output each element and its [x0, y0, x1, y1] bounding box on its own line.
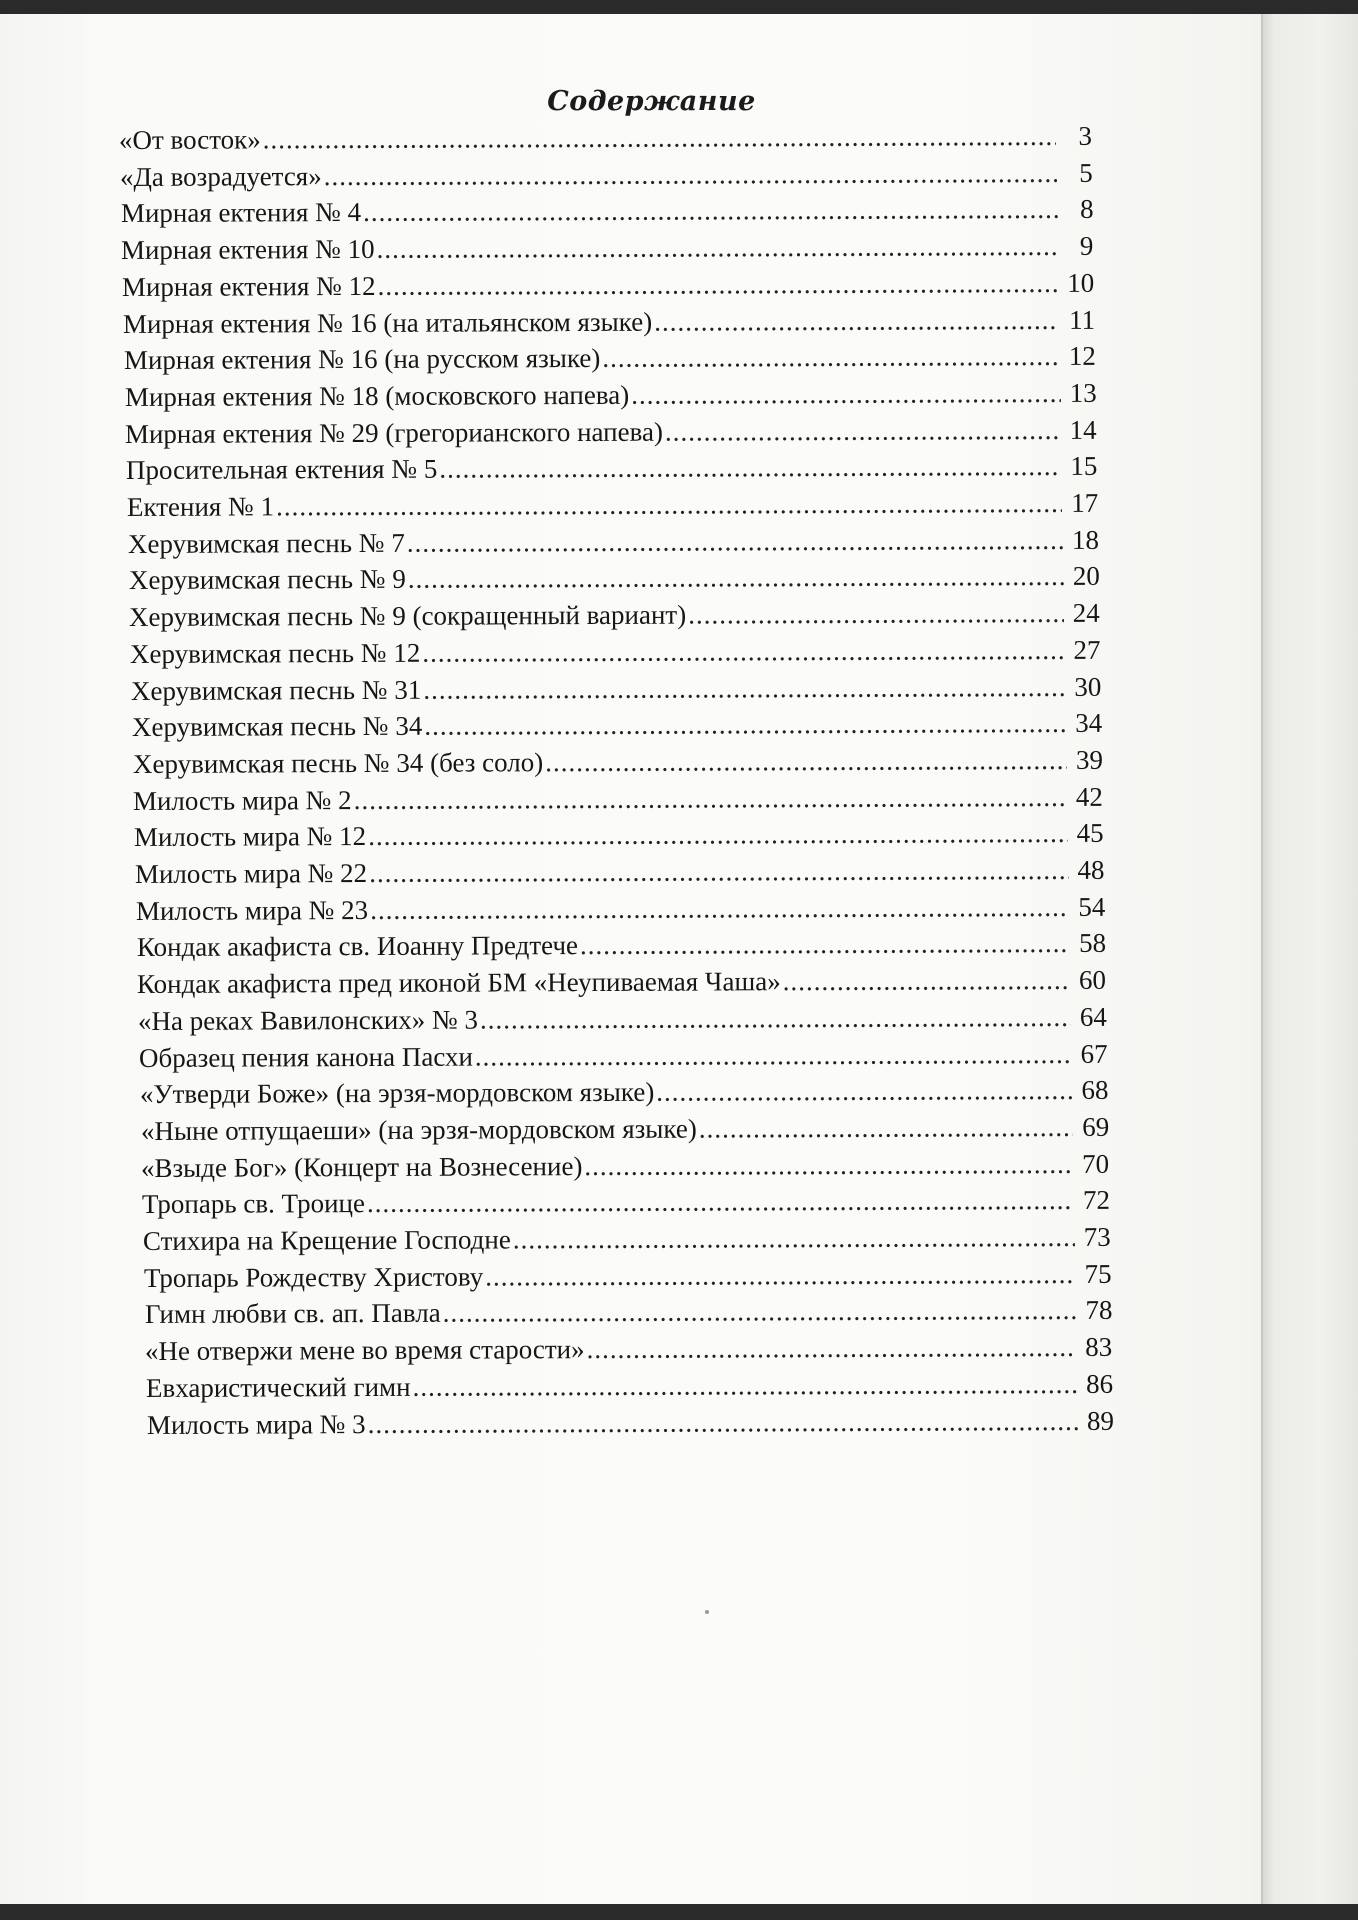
toc-entry	[124, 378, 1096, 416]
toc-entry	[137, 965, 1106, 1003]
toc-entry-page-number: 30	[1074, 671, 1102, 702]
toc-entry-title: Милость мира № 2	[133, 784, 353, 816]
toc-entry-title: Гимн любви св. ап. Павла	[144, 1298, 441, 1330]
toc-entry	[124, 341, 1096, 379]
toc-entry	[140, 1075, 1109, 1113]
toc-entry-title: Мирная ектения № 12	[122, 270, 376, 302]
toc-entry	[140, 1112, 1108, 1150]
toc-entry-page-number: 17	[1071, 487, 1099, 518]
toc-leader-dots	[580, 928, 1070, 961]
toc-leader-dots	[423, 671, 1065, 705]
toc-entry-title: «Да возрадуется»	[119, 160, 322, 192]
toc-entry-page-number: 83	[1085, 1331, 1113, 1362]
toc-entry-title: «Взыде Бог» (Концерт на Вознесение)	[141, 1150, 583, 1183]
toc-leader-dots	[585, 1149, 1074, 1182]
toc-entry	[146, 1369, 1113, 1407]
toc-leader-dots	[485, 1259, 1076, 1293]
toc-entry	[136, 928, 1105, 966]
toc-entry-page-number: 39	[1075, 744, 1103, 775]
toc-entry	[120, 194, 1093, 232]
toc-entry-page-number: 60	[1079, 964, 1107, 995]
toc-entry	[138, 1002, 1107, 1040]
toc-leader-dots	[369, 855, 1068, 889]
toc-leader-dots	[368, 818, 1068, 852]
toc-entry-title: Мирная ектения № 18 (московского напева)	[124, 379, 629, 412]
toc-entry-title: «От восток»	[118, 124, 261, 156]
toc-entry-page-number: 64	[1079, 1001, 1108, 1032]
toc-entry	[130, 635, 1101, 673]
toc-leader-dots	[475, 1038, 1072, 1072]
toc-entry-title: «Не отвержи мене во время старости»	[145, 1334, 586, 1367]
toc-entry	[139, 1038, 1108, 1076]
toc-leader-dots	[407, 525, 1063, 559]
toc-entry	[121, 231, 1094, 269]
toc-entry-title: Херувимская песнь № 7	[127, 527, 405, 559]
toc-entry-page-number: 58	[1078, 928, 1106, 959]
toc-entry-title: Стихира на Крещение Господне	[142, 1224, 511, 1256]
toc-entry-title: Мирная ектения № 4	[120, 197, 361, 229]
toc-entry-page-number: 69	[1081, 1111, 1109, 1142]
toc-entry-page-number: 14	[1069, 414, 1097, 445]
page-title: Содержание	[547, 86, 756, 117]
toc-entry-title: Милость мира № 23	[135, 894, 369, 926]
toc-entry-page-number: 75	[1084, 1258, 1112, 1289]
toc-entry	[131, 671, 1102, 709]
toc-leader-dots	[689, 598, 1065, 631]
toc-entry	[147, 1405, 1114, 1443]
toc-entry-page-number: 70	[1082, 1148, 1110, 1179]
toc-entry	[128, 524, 1099, 562]
toc-entry-page-number: 13	[1069, 377, 1097, 408]
toc-entry-title: Тропарь св. Троице	[142, 1188, 366, 1220]
toc-leader-dots	[424, 708, 1066, 742]
toc-entry-title: Милость мира № 3	[146, 1408, 366, 1440]
toc-leader-dots	[422, 635, 1064, 669]
toc-leader-dots	[602, 341, 1060, 374]
page-speck	[705, 1610, 709, 1614]
toc-leader-dots	[263, 121, 1056, 155]
toc-entry-title: Кондак акафиста св. Иоанну Предтече	[136, 930, 578, 963]
toc-entry	[145, 1332, 1112, 1370]
toc-entry-page-number: 48	[1077, 854, 1105, 885]
toc-leader-dots	[513, 1222, 1075, 1255]
toc-entry-title: Херувимская песнь № 34	[131, 710, 423, 743]
toc-entry-title: Херувимская песнь № 34 (без соло)	[132, 747, 543, 779]
toc-entry-page-number: 8	[1079, 194, 1094, 225]
toc-entry-title: Мирная ектения № 29 (грегорианского напева)	[125, 416, 664, 449]
toc-entry-page-number: 67	[1080, 1038, 1108, 1069]
toc-entry-page-number: 3	[1078, 120, 1092, 151]
toc-leader-dots	[442, 1295, 1076, 1329]
toc-entry-page-number: 20	[1072, 561, 1100, 592]
toc-entry	[132, 708, 1102, 746]
toc-entry-title: «На реках Вавилонских» № 3	[138, 1004, 479, 1036]
toc-leader-dots	[323, 158, 1056, 192]
toc-entry	[123, 304, 1095, 342]
toc-leader-dots	[367, 1185, 1074, 1219]
toc-leader-dots	[654, 304, 1059, 337]
toc-entry-title: Мирная ектения № 16 (на русском языке)	[123, 343, 601, 376]
toc-entry-title: Кондак акафиста пред иконой БМ «Неупиваемая Чаша»	[137, 966, 782, 1000]
toc-entry-title: Херувимская песнь № 9 (сокращенный вариант)	[129, 599, 687, 633]
toc-entry	[136, 891, 1106, 929]
toc-entry	[122, 268, 1094, 306]
toc-entry-page-number: 72	[1083, 1185, 1111, 1216]
toc-entry	[133, 781, 1103, 819]
toc-leader-dots	[354, 782, 1067, 816]
toc-leader-dots	[368, 1405, 1078, 1439]
toc-entry-page-number: 45	[1076, 818, 1104, 849]
toc-entry	[128, 561, 1099, 599]
toc-entry-title: Милость мира № 12	[134, 821, 367, 853]
toc-entry	[120, 157, 1093, 195]
toc-entry	[144, 1258, 1112, 1296]
toc-entry-page-number: 12	[1068, 340, 1096, 372]
toc-entry	[129, 598, 1100, 636]
toc-leader-dots	[370, 892, 1069, 926]
toc-entry-title: Милость мира № 22	[134, 857, 368, 890]
toc-entry-page-number: 89	[1086, 1405, 1114, 1436]
toc-entry-title: Мирная ектения № 16 (на итальянском языке)	[122, 306, 653, 339]
toc-entry-page-number: 86	[1086, 1368, 1114, 1399]
toc-entry	[141, 1148, 1109, 1186]
toc-entry-page-number: 42	[1076, 781, 1104, 812]
toc-entry	[142, 1185, 1110, 1223]
toc-entry-page-number: 24	[1072, 597, 1101, 628]
toc-entry-page-number: 18	[1071, 524, 1099, 555]
toc-leader-dots	[407, 561, 1063, 595]
toc-entry-title: Херувимская песнь № 9	[128, 564, 406, 596]
toc-entry-title: Херувимская песнь № 12	[130, 637, 421, 669]
toc-entry	[134, 818, 1104, 856]
toc-entry-page-number: 34	[1074, 707, 1103, 739]
toc-leader-dots	[439, 451, 1061, 485]
toc-entry-title: Ектения № 1	[126, 491, 275, 523]
toc-entry-page-number: 68	[1081, 1074, 1109, 1106]
toc-leader-dots	[631, 378, 1061, 411]
toc-leader-dots	[378, 268, 1059, 302]
toc-leader-dots	[480, 1002, 1071, 1036]
toc-entry-page-number: 10	[1067, 267, 1095, 298]
toc-entry	[144, 1295, 1112, 1333]
toc-entry-title: Образец пения канона Пасхи	[138, 1041, 473, 1073]
toc-leader-dots	[413, 1369, 1078, 1403]
toc-leader-dots	[587, 1332, 1077, 1365]
toc-entry-page-number: 54	[1078, 891, 1106, 922]
toc-entry-page-number: 5	[1078, 157, 1093, 188]
toc-entry	[126, 451, 1098, 489]
toc-entry	[132, 745, 1102, 783]
toc-leader-dots	[276, 488, 1062, 522]
toc-entry-page-number: 9	[1080, 230, 1094, 261]
toc-entry-title: Просительная ектения № 5	[126, 453, 438, 486]
toc-entry-title: Евхаристический гимн	[146, 1371, 411, 1403]
toc-entry-title: Херувимская песнь № 31	[130, 674, 422, 706]
toc-leader-dots	[377, 231, 1058, 265]
toc-entry	[135, 855, 1105, 893]
toc-entry	[127, 488, 1098, 526]
toc-leader-dots	[698, 1112, 1073, 1145]
toc-entry-page-number: 15	[1070, 451, 1098, 482]
toc-entry-page-number: 27	[1073, 634, 1101, 665]
toc-entry-title: Мирная ектения № 10	[121, 233, 376, 266]
toc-entry-title: Тропарь Рождеству Христову	[143, 1261, 484, 1293]
toc-entry-page-number: 73	[1083, 1221, 1111, 1252]
toc-leader-dots	[363, 194, 1058, 228]
toc-leader-dots	[656, 1075, 1072, 1108]
toc-entry-title: «Ныне отпущаеши» (на эрзя-мордовском языке)	[140, 1113, 697, 1146]
toc-entry	[119, 121, 1092, 159]
toc-entry-title: «Утверди Боже» (на эрзя-мордовском языке)	[139, 1076, 655, 1110]
toc-entry	[143, 1222, 1111, 1260]
toc-entry-page-number: 78	[1084, 1295, 1113, 1326]
toc-leader-dots	[665, 415, 1061, 448]
toc-entry	[125, 414, 1097, 452]
toc-leader-dots	[545, 745, 1067, 778]
toc-leader-dots	[783, 965, 1070, 997]
toc-entry-page-number: 11	[1068, 304, 1096, 335]
